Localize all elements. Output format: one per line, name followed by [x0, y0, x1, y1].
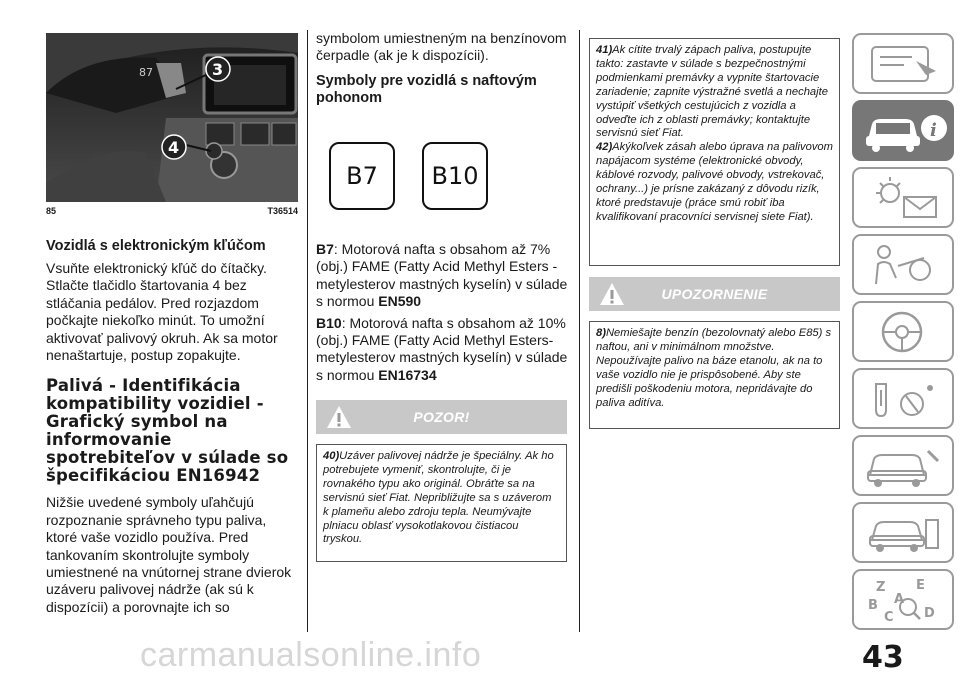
figure-caption: [46, 206, 298, 216]
figure-code: T36514: [267, 206, 298, 216]
steering-wheel-icon: [854, 303, 952, 360]
note-42-number: 42): [596, 141, 613, 154]
index-letter-a: A: [894, 592, 905, 607]
warning-lights-mail-icon: [854, 169, 952, 226]
note-8-text: Nemiešajte benzín (bezolovnatý alebo E85) s naftou, ani v minimálnom množstve. Nepoužívajte palivo na báze etanolu, ak na to vaše vozidlo nie je prispôsobené. Aby ste predišli poškodeniu motora, nepridávajte do paliva aditíva.: [596, 327, 832, 409]
heading-diesel-symbols: Symboly pre vozidlá s naftovým pohonom: [316, 72, 537, 106]
tab-index[interactable]: [852, 569, 954, 630]
note-8: [596, 327, 833, 410]
note-box-40: [316, 444, 567, 562]
note-41-number: 41): [596, 44, 613, 56]
tools-icon: [854, 370, 952, 427]
callout-4: 4: [168, 138, 180, 157]
column-divider-left: [307, 30, 308, 632]
note-41-text: Ak cítite trvalý zápach paliva, postupujte takto: zastavte v súlade s bezpečnostnými podmienkami premávky a vypnite štartovacie zariadenie; zapnite výstražné svetlá a nechajte vystúpiť všetkých cestujúcich z vozidla a odveďte ich z oblasti premávky; kontaktujte servisnú sieť Fiat.: [596, 44, 828, 140]
callout-3: 3: [212, 60, 224, 79]
column-divider-right: [579, 30, 580, 632]
car-info-icon: [854, 102, 952, 159]
b7-label: B7: [316, 241, 334, 257]
warning-title: POZOR!: [413, 409, 470, 425]
note-40: [323, 450, 560, 547]
dashboard-photo: [46, 33, 298, 202]
car-service-icon: [854, 437, 952, 494]
page-number: 43: [862, 640, 904, 675]
note-8-number: 8): [596, 327, 606, 339]
car-dashboard-icon: [854, 35, 952, 92]
note-41: [596, 44, 833, 141]
warning-triangle-icon: [326, 405, 352, 429]
tab-dashboard[interactable]: [852, 33, 954, 94]
diesel-definitions: [316, 241, 570, 384]
tab-car-info[interactable]: [852, 100, 954, 161]
definition-b10: [316, 315, 570, 385]
index-letter-e: E: [916, 578, 925, 593]
b7-description: : Motorová nafta s obsahom až 7% (obj.) FAME (Fatty Acid Methyl Esters - metylesterov mastných kyselín) v súlade s normou: [316, 241, 568, 310]
note-40-number: 40): [323, 450, 340, 462]
definition-b7: [316, 241, 570, 311]
fuel-symbol-b10: B10: [422, 142, 488, 210]
tab-emergency[interactable]: [852, 368, 954, 429]
index-letter-z: Z: [876, 580, 886, 595]
b10-norm: EN16734: [378, 366, 437, 383]
note-42-text: Akýkoľvek zásah alebo úprava na palivovom napájacom systéme (elektronické obvody, káblové rozvody, palivové obvody, vstrekovač, ochrany...) je prísne zakázaný z dôvodu rizík, ktoré predstavuje (práce smú robiť iba kvalifikovaní pracovníci servisnej siete Fiat).: [596, 141, 833, 223]
paragraph-continued: symbolom umiestneným na benzínovom čerpadle (ak je k dispozícii).: [316, 30, 567, 64]
heading-fuel-identification: Palivá - Identifikácia kompatibility vozidiel - Grafický symbol na informovanie spotrebiteľov v súlade so špecifikáciou EN16942: [46, 376, 289, 486]
b10-description: : Motorová nafta s obsahom až 10% (obj.) FAME (Fatty Acid Methyl Esters- metylesterov mastných kyselín) v súlade s normou: [316, 314, 568, 383]
airbag-steering-icon: [854, 236, 952, 293]
note-box-41-42: [589, 38, 840, 266]
column-1: [46, 238, 298, 616]
column-2: [316, 30, 570, 107]
warning-triangle-icon: [599, 282, 625, 306]
svg-text:i: i: [930, 120, 937, 141]
note-42: [596, 141, 833, 224]
tab-specifications[interactable]: [852, 502, 954, 563]
tab-maintenance[interactable]: [852, 435, 954, 496]
b7-norm: EN590: [378, 293, 422, 310]
tab-safety[interactable]: [852, 234, 954, 295]
warning-title: UPOZORNENIE: [661, 286, 768, 302]
index-letter-d: D: [924, 606, 935, 621]
warning-banner-pozor: [316, 400, 567, 434]
paragraph-electronic-key: Vsuňte elektronický kľúč do čítačky. Stlačte tlačidlo štartovania 4 bez stláčania pedálov. Pred rozjazdom počkajte niekoľko minút. To umožní aktivovať palivový okruh. Ak sa motor nenaštartuje, postup zopakujte.: [46, 260, 278, 364]
alphabet-index-icon: [854, 571, 952, 628]
warning-banner-upozornenie: [589, 277, 840, 311]
watermark: carmanualsonline.info: [140, 636, 482, 674]
index-letter-c: C: [884, 610, 894, 625]
heading-electronic-key: Vozidlá s elektronickým kľúčom: [46, 238, 266, 254]
fuel-symbol-b7: B7: [329, 142, 395, 210]
index-letter-b: B: [868, 598, 878, 613]
figure-number: 85: [46, 206, 57, 216]
note-40-text: Uzáver palivovej nádrže je špeciálny. Ak ho potrebujete vymeniť, skontrolujte, či je rovnakého typu ako originál. Obráťte sa na servisnú sieť Fiat. Nepribližujte sa s uzáverom k plameňu alebo zdroju tepla. Neumývajte plniacu oblasť vysokotlakovou čistiacou tryskou.: [323, 450, 554, 546]
car-specs-icon: [854, 504, 952, 561]
tab-warning-lights[interactable]: [852, 167, 954, 228]
tab-driving[interactable]: [852, 301, 954, 362]
paragraph-fuel-symbols: Nižšie uvedené symboly uľahčujú rozpoznanie správneho typu paliva, ktoré vaše vozidlo používa. Pred tankovaním skontrolujte symboly umiestnené na vnútornej strane dvierok uzáveru palivovej nádrže (ak sú k dispozícii) a porovnajte ich so: [46, 494, 292, 615]
speed-readout: 87: [139, 66, 153, 79]
b10-label: B10: [316, 314, 342, 331]
note-box-8: [589, 321, 840, 429]
